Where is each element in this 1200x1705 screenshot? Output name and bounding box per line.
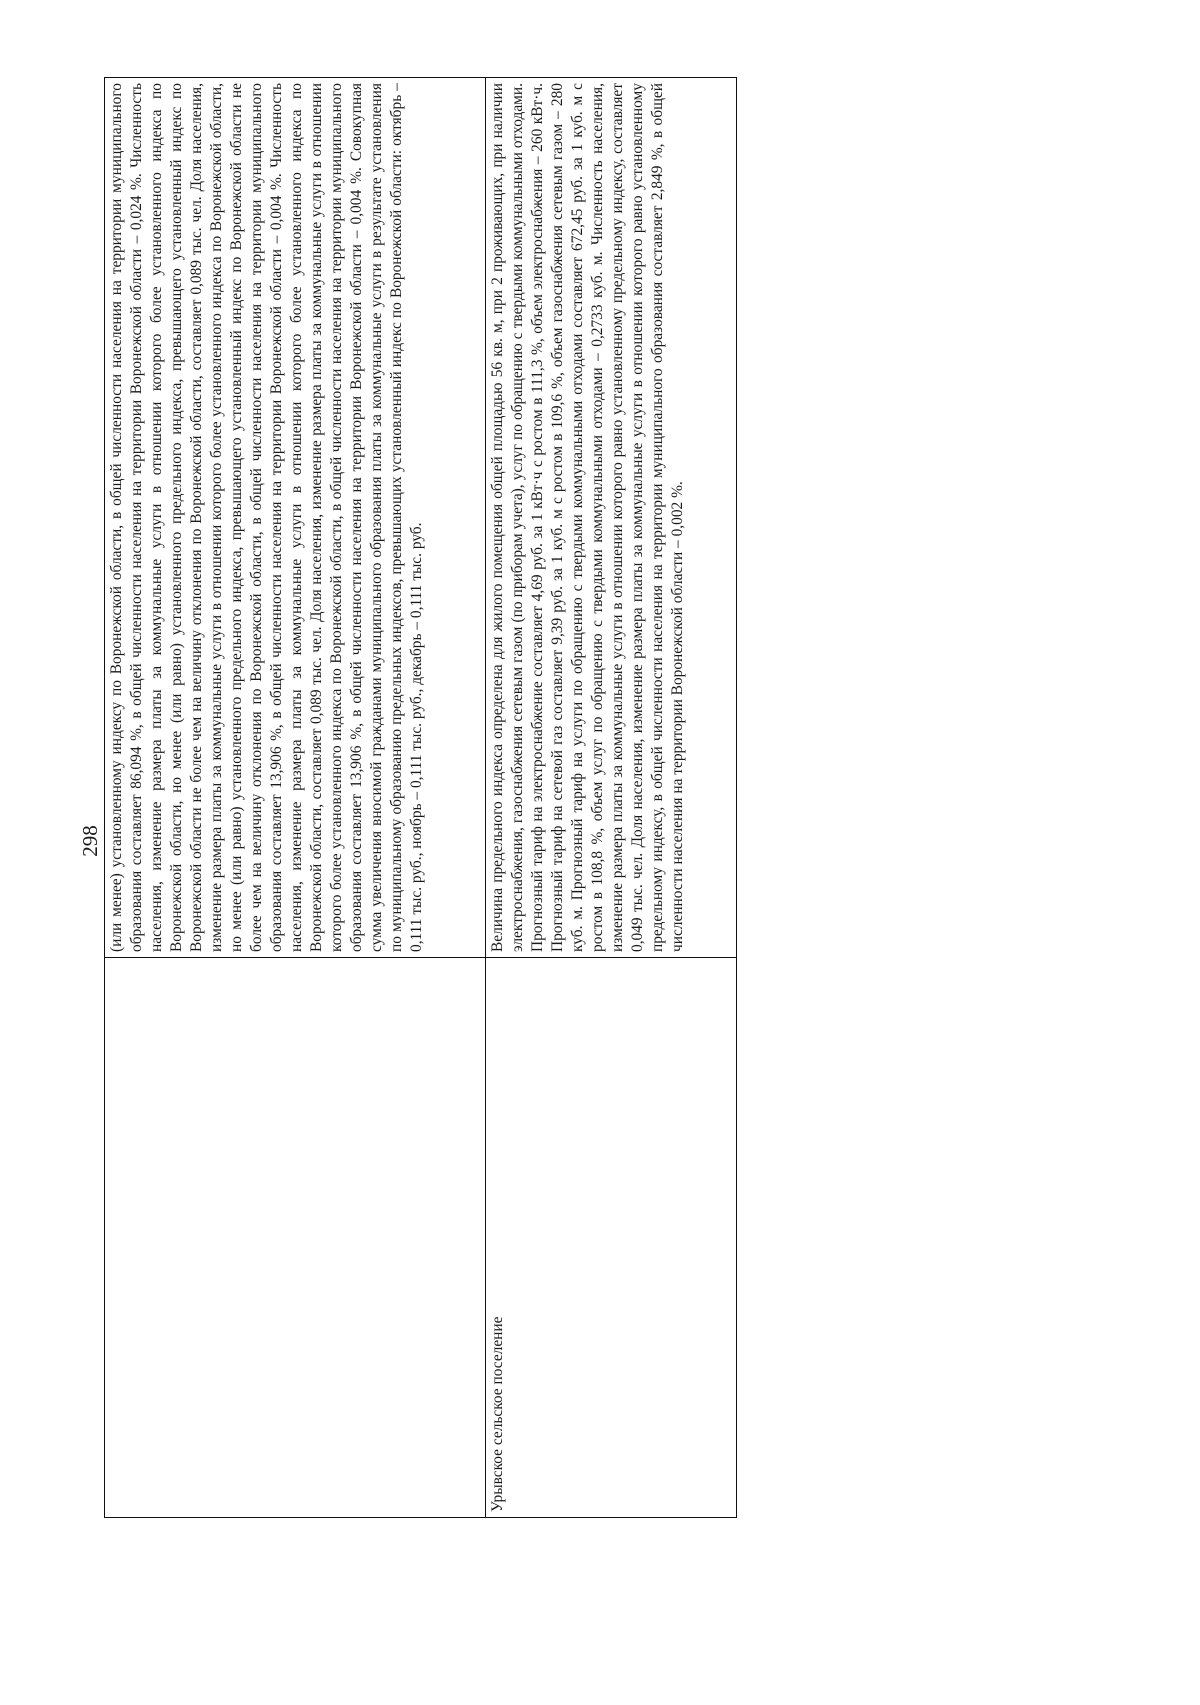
municipality-name-cell [105,958,486,1518]
description-text: (или менее) установленному индексу по Воронежской области, в общей численности населения на территории муниципального образования составляет 86,094 %, в общей численности населения на территории Воронежской области – 0,024 %. Численность населения, изменение размера платы за коммунальные услуги в отношении которого более установленного индекса по Воронежской области, но менее (или равно) установленного предельного индекса, превышающего установленный индекс по Воронежской области не более чем на величину отклонения по Воронежской области, составляет 0,089 тыс. чел. Доля населения, изменение размера платы за коммунальные услуги в отношении которого более установленного индекса по Воронежской области, но менее (или равно) установленного предельного индекса, превышающего установленный индекс по Воронежской области не более чем на величину отклонения по Воронежской области, в общей численности населения на территории муниципального образования составляет 13,906 %, в общей численности населения на территории Воронежской области – 0,004 %. Численность населения, изменение размера платы за коммунальные услуги в отношении которого более установленного индекса по Воронежской области, составляет 0,089 тыс. чел. Доля населения, изменение размера платы за коммунальные услуги в отношении которого более установленного индекса по Воронежской области, в общей численности населения на территории муниципального образования составляет 13,906 %, в общей численности населения на территории Воронежской области – 0,004 %. Совокупная сумма увеличения вносимой гражданами муниципального образования платы за коммунальные услуги в результате установления по муниципальному образованию предельных индексов, превышающих установленный индекс по Воронежской области: октябрь – 0,111 тыс. руб., ноябрь – 0,111 тыс. руб., декабрь – 0,111 тыс. руб. [108,83,425,952]
rotated-table-frame [104,78,734,1518]
description-cell [105,78,486,958]
description-text: Величина предельного индекса определена для жилого помещения общей площадью 56 кв. м, при 2 проживающих, при наличии электроснабжения, газоснабжения сетевым газом (по приборам учета), услуг по обращению с твердыми коммунальными отходами. Прогнозный тариф на электроснабжение составляет 4,69 руб. за 1 кВт·ч с ростом в 111,3 %, объем электроснабжения – 260 кВт·ч. Прогнозный тариф на сетевой газ составляет 9,39 руб. за 1 куб. м с ростом в 109,6 %, объем газоснабжения сетевым газом – 280 куб. м. Прогнозный тариф на услуги по обращению с твердыми коммунальными отходами составляет 672,45 руб. за 1 куб. м с ростом в 108,8 %, объем услуг по обращению с твердыми коммунальными отходами – 0,2733 куб. м. Численность населения, изменение размера платы за коммунальные услуги в отношении которого равно установленному предельному индексу, составляет 0,049 тыс. чел. Доля населения, изменение размера платы за коммунальные услуги в отношении которого равно установленному предельному индексу, в общей численности населения на территории муниципального образования составляет 2,849 %, в общей численности населения на территории Воронежской области – 0,002 %. [489,83,686,952]
document-table [104,77,737,1518]
page-number: 298 [78,825,102,857]
description-cell [486,78,737,958]
municipality-name-cell [486,958,737,1518]
municipality-name: Урывское сельское поселение [489,1316,506,1512]
document-table-container [104,78,734,1518]
municipality-name [107,963,483,1512]
table-row [105,78,486,1518]
table-row [486,78,737,1518]
